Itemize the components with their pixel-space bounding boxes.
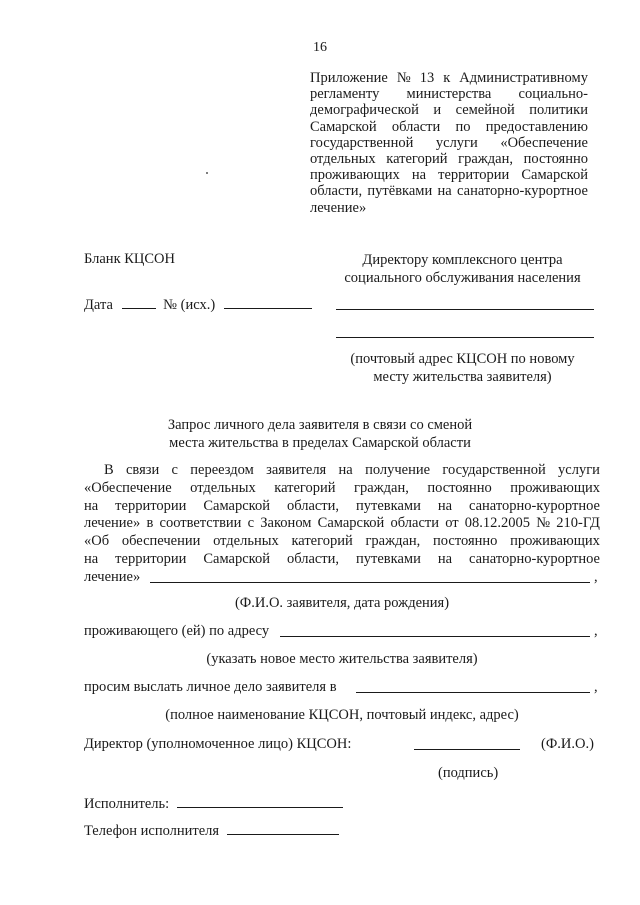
phone-label: Телефон исполнителя [84,823,220,839]
page-number: 16 [313,40,327,55]
body-line: на территории Самарской области, путевками на санаторно-курортное [84,497,600,514]
date-field[interactable] [122,296,156,309]
appendix-line: государственной услуги «Обеспечение [310,134,588,151]
kcson-address-field-2[interactable] [336,337,594,338]
document-title: Запрос личного дела заявителя в связи со сменой места жительства в пределах Самарской области [167,417,473,451]
comma: , [594,569,598,585]
outgoing-number-field[interactable] [224,296,312,309]
body-paragraph [84,462,600,569]
appendix-block [310,70,588,216]
applicant-name-field[interactable] [150,582,590,583]
new-address-caption: (указать новое место жительства заявителя) [206,651,478,667]
addressee: Директору комплексного центра социального обслуживания населения [344,252,581,286]
kcson-address-field-1[interactable] [336,309,594,310]
kcson-name-field[interactable] [356,692,590,693]
phone-field[interactable] [227,822,339,835]
comma: , [594,623,598,639]
body-line: «Обеспечение отдельных категорий граждан, постоянно проживающих [84,479,600,496]
address-caption: (почтовый адрес КЦСОН по новому месту жительства заявителя) [350,351,575,385]
body-line: В связи с переездом заявителя на получение государственной услуги [104,462,600,478]
appendix-line: лечение» [310,199,367,216]
fio-label: (Ф.И.О.) [541,736,594,752]
signature-caption: (подпись) [438,765,499,781]
outgoing-number-label: № (исх.) [163,297,216,313]
body-last-line-label: лечение» [84,569,141,585]
comma: , [594,679,598,695]
appendix-line: регламенту министерства социально- [310,86,588,103]
signature-field[interactable] [414,749,520,750]
executor-field[interactable] [177,795,343,808]
body-line: лечение» в соответствии с Законом Самарской области от 08.12.2005 № 210-ГД [84,515,600,532]
date-label: Дата [84,297,113,313]
appendix-line: проживающих на территории Самарской [310,167,588,184]
appendix-line: области, путёвками на санаторно-курортное [310,183,588,200]
appendix-line: Самарской области по предоставлению [310,118,588,135]
residing-label: проживающего (ей) по адресу [84,623,270,639]
executor-label: Исполнитель: [84,796,170,812]
appendix-line: Приложение № 13 к Административному [310,70,588,86]
new-address-field[interactable] [280,636,590,637]
director-label: Директор (уполномоченное лицо) КЦСОН: [84,736,352,752]
date-number-row [84,296,312,314]
appendix-line: отдельных категорий граждан, постоянно [310,151,588,168]
applicant-caption: (Ф.И.О. заявителя, дата рождения) [234,595,450,611]
phone-row [84,822,339,840]
executor-row [84,795,343,813]
body-line: на территории Самарской области, путевками на санаторно-курортное [84,550,600,567]
scan-speck [206,172,208,174]
kcson-caption: (полное наименование КЦСОН, почтовый индекс, адрес) [165,707,519,723]
appendix-line: демографической и семейной политики [310,102,588,119]
letterhead-label: Бланк КЦСОН [84,251,175,267]
body-line: «Об обеспечении отдельных категорий граждан, постоянно проживающих [84,533,600,550]
request-label: просим выслать личное дело заявителя в [84,679,337,695]
